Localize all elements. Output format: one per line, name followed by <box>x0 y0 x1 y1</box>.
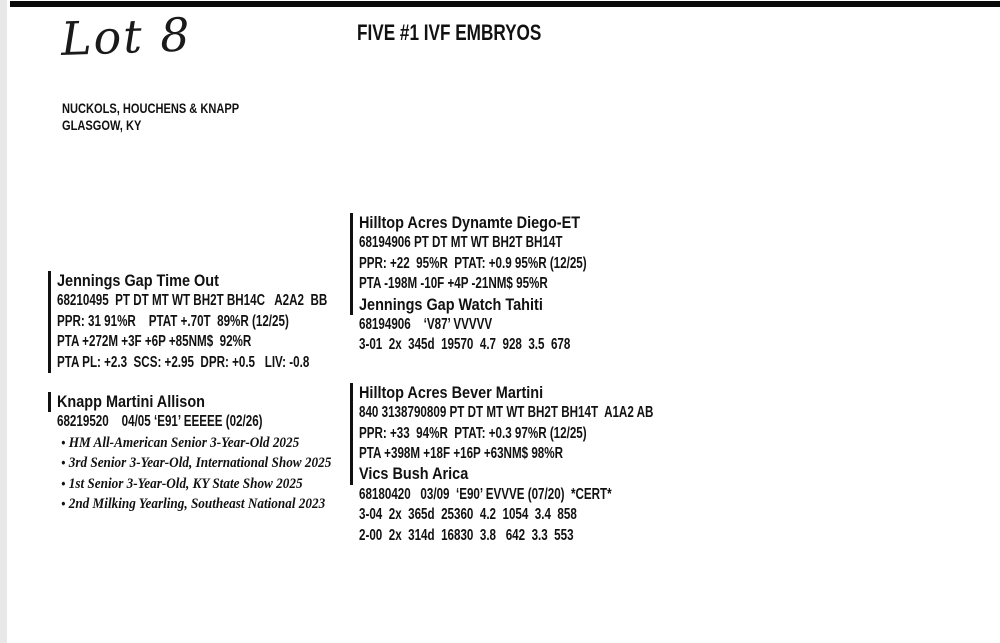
bullet-icon: • <box>61 496 66 512</box>
award-text: 1st Senior 3-Year-Old, KY State Show 2025 <box>68 475 303 492</box>
lactation-record-line: 3-04 2x 365d 25360 4.2 1054 3.4 858 <box>359 506 577 524</box>
lactation-record-line: 3-01 2x 345d 19570 4.7 928 3.5 678 <box>359 336 571 354</box>
animal-name: Hilltop Acres Dynamte Diego-ET <box>359 213 581 232</box>
pta-line: PTA +398M +18F +16P +63NM$ 98%R <box>359 445 563 463</box>
ppr-line: PPR: +22 95%R PTAT: +0.9 95%R (12/25) <box>359 254 587 272</box>
pedigree-group-1 <box>350 213 690 356</box>
lot-number: Lot 8 <box>60 7 193 66</box>
award-bullet <box>57 494 326 515</box>
ppr-line: PPR: 31 91%R PTAT +.70T 89%R (12/25) <box>57 312 289 330</box>
award-text: 3rd Senior 3-Year-Old, International Show 2025 <box>68 455 332 472</box>
bullet-icon: • <box>61 455 66 471</box>
dam-block-allison <box>48 392 358 515</box>
sire-block-bever-martini <box>350 383 690 485</box>
award-text: HM All-American Senior 3-Year-Old 2025 <box>68 434 300 451</box>
consignor-location: GLASGOW, KY <box>62 118 142 133</box>
award-bullet <box>57 474 322 495</box>
left-pedigree-column <box>48 271 358 515</box>
registration-line: 68194906 PT DT MT WT BH2T BH14T <box>359 234 563 252</box>
sire-block-diego <box>350 213 690 315</box>
right-pedigree-column <box>350 213 690 546</box>
animal-name: Hilltop Acres Bever Martini <box>359 382 544 402</box>
award-bullet <box>57 433 322 454</box>
animal-name: Knapp Martini Allison <box>57 392 205 412</box>
lactation-record-line: 2-00 2x 314d 16830 3.8 642 3.3 553 <box>359 526 574 544</box>
dam-block-tahiti <box>350 315 690 356</box>
animal-name: Vics Bush Arica <box>359 464 469 484</box>
bullet-icon: • <box>61 475 66 491</box>
pta-pl-line: PTA PL: +2.3 SCS: +2.95 DPR: +0.5 LIV: -0.8 <box>57 353 310 371</box>
pta-line: PTA -198M -10F +4P -21NM$ 95%R <box>359 275 548 293</box>
registration-line: 68210495 PT DT MT WT BH2T BH14C A2A2 BB <box>57 292 328 310</box>
bullet-icon: • <box>61 434 66 450</box>
animal-name: Jennings Gap Watch Tahiti <box>359 294 543 314</box>
dam-block-arica <box>350 485 690 546</box>
pta-line: PTA +272M +3F +6P +85NM$ 92%R <box>57 333 252 351</box>
registration-line: 68194906 ‘V87’ VVVVV <box>359 316 493 334</box>
page-title: FIVE #1 IVF EMBRYOS <box>357 20 542 45</box>
registration-line: 68180420 03/09 ‘E90’ EVVVE (07/20) *CERT* <box>359 485 612 503</box>
animal-name: Jennings Gap Time Out <box>57 271 219 290</box>
registration-line: 68219520 04/05 ‘E91’ EEEEE (02/26) <box>57 413 263 431</box>
top-border-rule <box>10 1 1000 7</box>
page-edge-strip <box>0 0 7 643</box>
ppr-line: PPR: +33 94%R PTAT: +0.3 97%R (12/25) <box>359 424 587 442</box>
consignor-name: NUCKOLS, HOUCHENS & KNAPP <box>62 101 240 116</box>
award-text: 2nd Milking Yearling, Southeast National 2023 <box>68 496 326 513</box>
award-bullet <box>57 453 332 474</box>
registration-line: 840 3138790809 PT DT MT WT BH2T BH14T A1A2 AB <box>359 404 654 422</box>
pedigree-group-2 <box>350 383 690 546</box>
sire-block-time-out <box>48 271 358 373</box>
consignor-block <box>62 100 278 134</box>
